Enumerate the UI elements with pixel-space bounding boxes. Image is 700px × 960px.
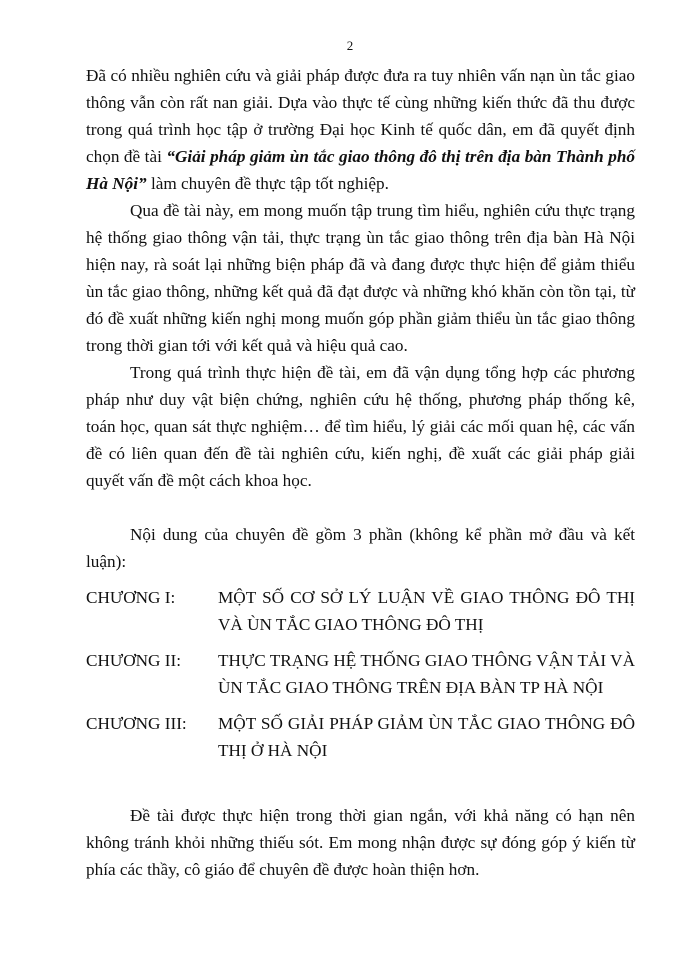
paragraph-closing: Đề tài được thực hiện trong thời gian ngắn, với khả năng có hạn nên không tránh khỏi những thiếu sót. Em mong nhận được sự đóng góp ý kiến từ phía các thầy, cô giáo để chuyên đề được hoàn thiện hơn. [86, 806, 635, 879]
chapter-label: CHƯƠNG I: [86, 588, 176, 607]
thesis-title: “Giải pháp giảm ùn tắc giao thông đô thị trên địa bàn Thành phố Hà Nội” [86, 147, 636, 193]
paragraph-intro-tail: làm chuyên đề thực tập tốt nghiệp. [146, 174, 389, 193]
chapter-label: CHƯƠNG II: [86, 651, 181, 670]
document-body [86, 62, 635, 883]
chapter-title: MỘT SỐ CƠ SỞ LÝ LUẬN VỀ GIAO THÔNG ĐÔ THỊ VÀ ÙN TẮC GIAO THÔNG ĐÔ THỊ [218, 588, 635, 634]
chapter-item-3 [86, 710, 635, 764]
chapter-title: MỘT SỐ GIẢI PHÁP GIẢM ÙN TẮC GIAO THÔNG ĐÔ THỊ Ở HÀ NỘI [218, 714, 635, 760]
chapter-title: THỰC TRẠNG HỆ THỐNG GIAO THÔNG VẬN TẢI VÀ ÙN TẮC GIAO THÔNG TRÊN ĐỊA BÀN TP HÀ NỘI [218, 651, 635, 697]
paragraph-methods: Trong quá trình thực hiện đề tài, em đã vận dụng tổng hợp các phương pháp như duy vật biện chứng, nghiên cứu hệ thống, phương pháp thống kê, toán học, quan sát thực nghiệm… để tìm hiểu, lý giải các mối quan hệ, các vấn đề có liên quan đến đề tài nghiên cứu, kiến nghị, đề xuất các giải pháp giải quyết vấn đề một cách khoa học. [86, 363, 635, 490]
page-number: 2 [346, 38, 354, 53]
chapter-item-2 [86, 647, 635, 701]
paragraph-intro [86, 62, 635, 197]
chapter-item-1 [86, 584, 635, 638]
paragraph-structure: Nội dung của chuyên đề gồm 3 phần (không kể phần mở đầu và kết luận): [86, 525, 635, 571]
paragraph-objectives: Qua đề tài này, em mong muốn tập trung tìm hiểu, nghiên cứu thực trạng hệ thống giao thông vận tải, thực trạng ùn tắc giao thông trên địa bàn Hà Nội hiện nay, rà soát lại những biện pháp đã và đang được thực hiện để giảm thiểu ùn tắc giao thông, những kết quả đã đạt được và những khó khăn còn tồn tại, từ đó đề xuất những kiến nghị mong muốn góp phần giảm thiểu ùn tắc giao thông trong thời gian tới với kết quả và hiệu quả cao. [86, 201, 635, 355]
chapter-label: CHƯƠNG III: [86, 714, 187, 733]
paragraph-intro-text: Đã có nhiều nghiên cứu và giải pháp được đưa ra tuy nhiên vấn nạn ùn tắc giao thông vẫn còn rất nan giải. Dựa vào thực tế cùng những kiến thức đã thu được trong quá trình học tập ở trường Đại học Kinh tế quốc dân, em đã quyết định chọn đề tài [86, 66, 635, 166]
